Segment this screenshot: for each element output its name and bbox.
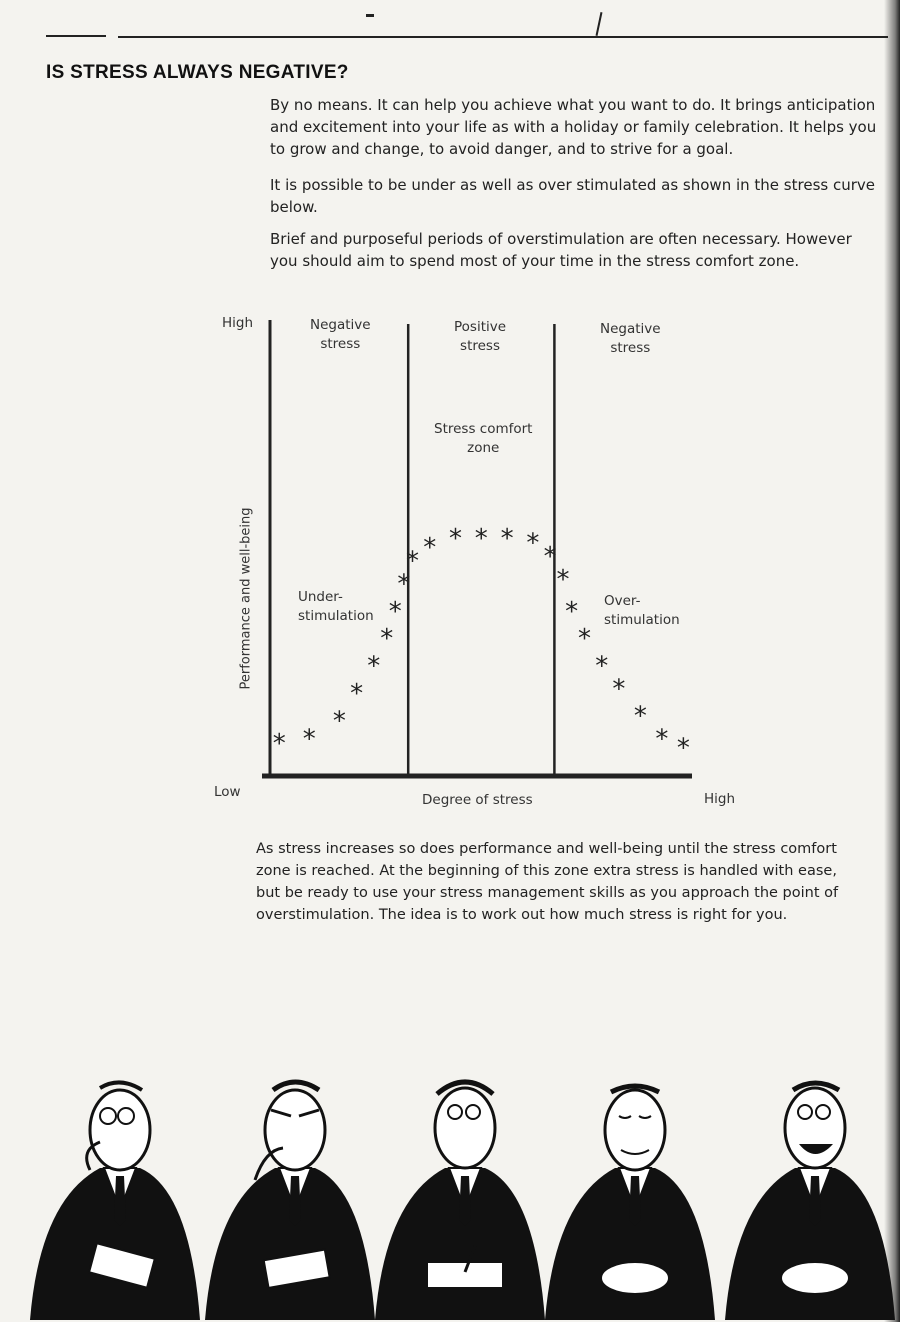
stress-curve-svg xyxy=(200,300,760,820)
stress-curve-chart xyxy=(200,300,760,820)
curve-point-6: * xyxy=(380,624,394,655)
section-heading: IS STRESS ALWAYS NEGATIVE? xyxy=(46,62,349,83)
curve-point-21: * xyxy=(633,701,647,732)
curve-point-7: * xyxy=(388,596,402,627)
curve-point-9: * xyxy=(406,546,419,577)
zone-label-left: Negative stress xyxy=(310,317,371,352)
y-axis-high-label: High xyxy=(222,315,254,331)
comfort-zone-label: Stress comfort zone xyxy=(434,421,533,456)
top-tick-mark xyxy=(596,12,603,36)
over-stimulation-label: Over- stimulation xyxy=(604,593,680,628)
figure-anxious xyxy=(30,1082,200,1320)
curve-point-14: * xyxy=(526,528,540,559)
paragraph-overstimulation: Brief and purposeful periods of overstimulation are often necessary. However you should aim to spend most of your time in the stress comfort zone. xyxy=(270,230,852,270)
zone-label-right: Negative stress xyxy=(600,321,661,356)
cartoon-illustration xyxy=(0,1050,900,1322)
curve-point-18: * xyxy=(578,624,591,655)
top-rule-long xyxy=(118,36,888,38)
figure-worried xyxy=(205,1082,375,1320)
under-stimulation-label: Under- stimulation xyxy=(298,589,374,624)
curve-point-1: * xyxy=(272,729,286,760)
curve-point-15: * xyxy=(543,542,557,573)
curve-point-10: * xyxy=(423,533,437,563)
curve-point-5: * xyxy=(367,651,381,682)
paragraph-comfort-zone: As stress increases so does performance and well-being until the stress comfort zone is reached. At the beginning of this zone extra stress is handled with ease, but be ready to use your stress management skills as you approach the point of overstimulation. The idea is to work out how much stress is right for you. xyxy=(256,841,839,923)
curve-point-11: * xyxy=(449,523,462,554)
paragraph-intro: By no means. It can help you achieve what you want to do. It brings anticipation and excitement into your life as with a holiday or family celebration. It helps you to grow and change, to avoid danger, and to strive for a goal. xyxy=(270,96,877,158)
x-axis-title: Degree of stress xyxy=(422,792,533,808)
curve-point-2: * xyxy=(302,724,316,755)
curve-point-20: * xyxy=(612,674,626,705)
curve-point-4: * xyxy=(350,678,364,709)
curve-point-17: * xyxy=(565,596,579,627)
top-mark xyxy=(366,14,374,17)
curve-point-12: * xyxy=(474,523,488,554)
figure-calm xyxy=(545,1086,715,1320)
curve-point-23: * xyxy=(676,733,690,764)
curve-point-8: * xyxy=(397,569,411,600)
curve-point-13: * xyxy=(500,523,514,554)
figure-happy xyxy=(725,1083,895,1320)
figure-neutral xyxy=(375,1082,545,1320)
zone-label-middle: Positive stress xyxy=(454,319,507,354)
curve-point-22: * xyxy=(655,724,669,755)
top-rule-short xyxy=(46,35,106,37)
x-axis-low-label: Low xyxy=(214,784,241,800)
curve-point-19: * xyxy=(595,651,609,682)
paragraph-stimulation: It is possible to be under as well as over stimulated as shown in the stress curve below. xyxy=(270,176,875,216)
y-axis-title: Performance and well-being xyxy=(238,507,254,690)
x-axis-high-label: High xyxy=(704,791,736,807)
curve-point-16: * xyxy=(556,564,570,595)
curve-point-3: * xyxy=(332,706,346,737)
